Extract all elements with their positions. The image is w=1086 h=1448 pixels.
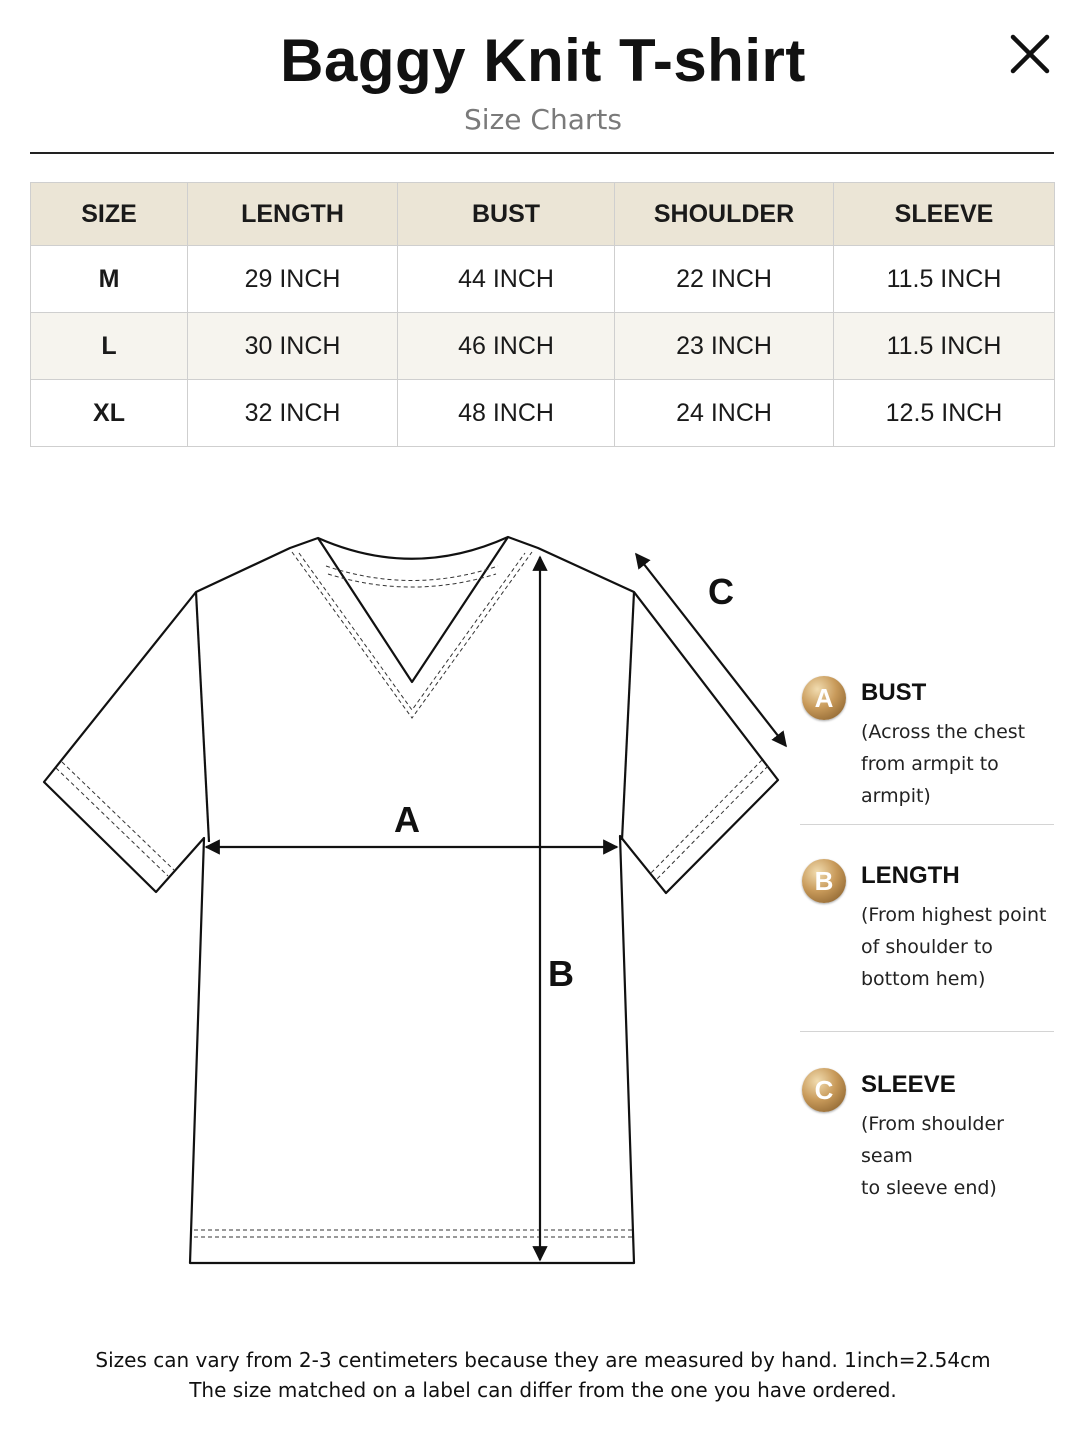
legend-divider [800, 1031, 1054, 1032]
legend-badge-c: C [802, 1068, 846, 1112]
legend-desc-line: (From shoulder seam [861, 1113, 1004, 1167]
table-row [31, 313, 1055, 380]
legend-title-sleeve: SLEEVE [861, 1071, 956, 1098]
column-header-length: LENGTH [188, 183, 398, 246]
legend-item-sleeve [802, 1068, 1054, 1199]
legend-title-bust: BUST [861, 679, 927, 706]
close-button[interactable] [1004, 28, 1056, 80]
table-cell: 23 INCH [615, 313, 834, 380]
column-header-bust: BUST [398, 183, 615, 246]
column-header-shoulder: SHOULDER [615, 183, 834, 246]
legend-divider [800, 824, 1054, 825]
table-row [31, 246, 1055, 313]
footnote-line-2: The size matched on a label can differ from the one you have ordered. [189, 1378, 897, 1402]
table-cell: 48 INCH [398, 380, 615, 447]
table-cell: 24 INCH [615, 380, 834, 447]
diagram-label-a: A [394, 799, 420, 840]
table-cell: 11.5 INCH [834, 246, 1055, 313]
legend-desc-sleeve [861, 1108, 1061, 1204]
diagram-label-b: B [548, 953, 574, 994]
legend-desc-line: (From highest point [861, 904, 1047, 926]
table-cell: 44 INCH [398, 246, 615, 313]
legend-desc-length [861, 899, 1061, 995]
table-cell: M [31, 246, 188, 313]
legend-item-bust [802, 676, 1054, 807]
table-header-row [31, 183, 1055, 246]
size-chart-table [30, 182, 1055, 447]
legend-badge-b: B [802, 859, 846, 903]
diagram-label-c: C [708, 571, 734, 612]
legend-item-length [802, 859, 1054, 1009]
legend-desc-line: bottom hem) [861, 968, 986, 990]
page-title: Baggy Knit T-shirt [280, 27, 806, 94]
tshirt-diagram [0, 520, 800, 1290]
table-cell: 22 INCH [615, 246, 834, 313]
legend-desc-line: (Across the chest [861, 721, 1026, 743]
table-cell: XL [31, 380, 188, 447]
column-header-sleeve: SLEEVE [834, 183, 1055, 246]
table-cell: L [31, 313, 188, 380]
table-cell: 46 INCH [398, 313, 615, 380]
legend-badge-a: A [802, 676, 846, 720]
table-cell: 12.5 INCH [834, 380, 1055, 447]
footnote-line-1: Sizes can vary from 2-3 centimeters because they are measured by hand. 1inch=2.54cm [95, 1348, 991, 1372]
legend-desc-line: from armpit to armpit) [861, 753, 999, 807]
close-icon [1004, 28, 1056, 80]
table-cell: 11.5 INCH [834, 313, 1055, 380]
table-cell: 30 INCH [188, 313, 398, 380]
legend-desc-bust [861, 716, 1061, 812]
table-row [31, 380, 1055, 447]
legend-desc-line: to sleeve end) [861, 1177, 997, 1199]
column-header-size: SIZE [31, 183, 188, 246]
legend-desc-line: of shoulder to [861, 936, 993, 958]
table-cell: 29 INCH [188, 246, 398, 313]
header-divider [30, 152, 1054, 154]
legend-title-length: LENGTH [861, 862, 960, 889]
page-subtitle: Size Charts [464, 103, 622, 136]
table-cell: 32 INCH [188, 380, 398, 447]
tshirt-outline [44, 537, 778, 1263]
